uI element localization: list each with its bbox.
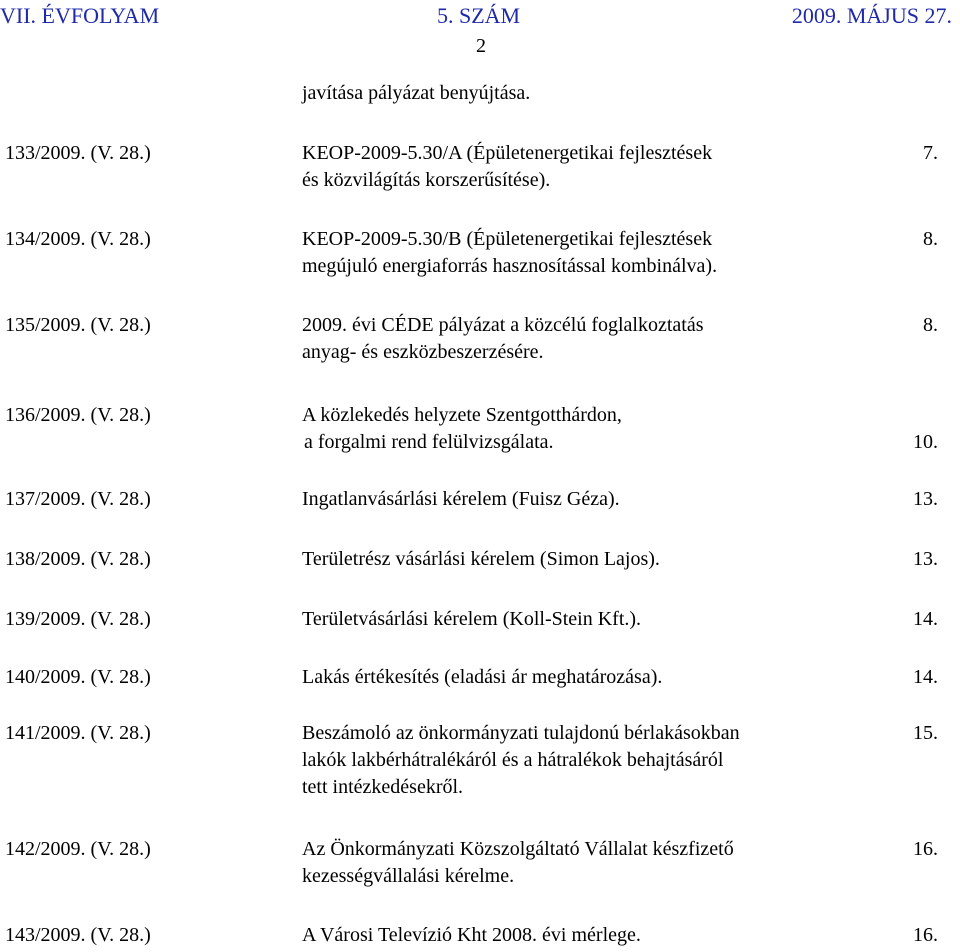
resolution-title bbox=[302, 546, 660, 573]
resolution-number: 135/2009. (V. 28.) bbox=[5, 314, 151, 336]
title-line: kezességvállalási kérelme. bbox=[302, 865, 515, 887]
resolution-number: 139/2009. (V. 28.) bbox=[5, 608, 151, 630]
title-line: Területrész vásárlási kérelem (Simon Lajos). bbox=[302, 548, 660, 570]
resolution-number: 137/2009. (V. 28.) bbox=[5, 488, 151, 510]
title-line: Területvásárlási kérelem (Koll-Stein Kft.). bbox=[302, 608, 642, 630]
title-line: megújuló energiaforrás hasznosítással kombinálva). bbox=[302, 255, 718, 277]
page-reference: 13. bbox=[913, 488, 938, 510]
page-reference: 8. bbox=[923, 228, 938, 250]
page-reference: 16. bbox=[913, 838, 938, 860]
resolution-title bbox=[302, 836, 734, 890]
title-line: lakók lakbérhátralékáról és a hátralékok behajtásáról bbox=[302, 749, 724, 771]
page-reference: 13. bbox=[913, 548, 938, 570]
title-line: A Városi Televízió Kht 2008. évi mérlege. bbox=[302, 924, 641, 946]
title-line: Lakás értékesítés (eladási ár meghatározása). bbox=[302, 666, 663, 688]
title-line: 2009. évi CÉDE pályázat a közcélú foglalkoztatás bbox=[302, 314, 704, 336]
resolution-title bbox=[302, 922, 641, 949]
page-reference: 10. bbox=[913, 431, 938, 453]
resolution-title bbox=[302, 664, 662, 691]
page-number: 2 bbox=[476, 35, 486, 57]
page-reference: 14. bbox=[913, 608, 938, 630]
title-line: a forgalmi rend felülvizsgálata. bbox=[304, 431, 554, 453]
resolution-title bbox=[302, 402, 622, 456]
title-line: Ingatlanvásárlási kérelem (Fuisz Géza). bbox=[302, 488, 620, 510]
resolution-title bbox=[302, 140, 712, 194]
resolution-title bbox=[302, 226, 717, 280]
page-reference: 14. bbox=[913, 666, 938, 688]
resolution-number: 138/2009. (V. 28.) bbox=[5, 548, 151, 570]
title-line: KEOP-2009-5.30/B (Épületenergetikai fejlesztések bbox=[302, 228, 713, 250]
volume-label: VII. ÉVFOLYAM bbox=[0, 3, 160, 28]
date-label: 2009. MÁJUS 27. bbox=[791, 3, 952, 28]
resolution-title bbox=[302, 720, 740, 801]
title-line: és közvilágítás korszerűsítése). bbox=[302, 169, 551, 191]
resolution-number: 134/2009. (V. 28.) bbox=[5, 228, 151, 250]
title-line: Az Önkormányzati Közszolgáltató Vállalat készfizető bbox=[302, 838, 734, 860]
title-line: Beszámoló az önkormányzati tulajdonú bérlakásokban bbox=[302, 722, 740, 744]
title-line: KEOP-2009-5.30/A (Épületenergetikai fejlesztések bbox=[302, 142, 713, 164]
page-reference: 16. bbox=[913, 924, 938, 946]
resolution-number: 143/2009. (V. 28.) bbox=[5, 924, 151, 946]
resolution-title bbox=[302, 312, 704, 366]
resolution-title bbox=[302, 606, 641, 633]
title-line: A közlekedés helyzete Szentgotthárdon, bbox=[302, 404, 622, 426]
resolution-number: 133/2009. (V. 28.) bbox=[5, 142, 151, 164]
issue-label: 5. SZÁM bbox=[437, 3, 521, 28]
page-reference: 8. bbox=[923, 314, 938, 336]
resolution-title bbox=[302, 486, 620, 513]
resolution-number: 140/2009. (V. 28.) bbox=[5, 666, 151, 688]
resolution-number: 136/2009. (V. 28.) bbox=[5, 404, 151, 426]
title-line: tett intézkedésekről. bbox=[302, 776, 464, 798]
continuation-text: javítása pályázat benyújtása. bbox=[302, 82, 531, 104]
page-reference: 7. bbox=[923, 142, 938, 164]
resolution-number: 142/2009. (V. 28.) bbox=[5, 838, 151, 860]
page-reference: 15. bbox=[913, 722, 938, 744]
resolution-number: 141/2009. (V. 28.) bbox=[5, 722, 151, 744]
title-line: anyag- és eszközbeszerzésére. bbox=[302, 341, 544, 363]
